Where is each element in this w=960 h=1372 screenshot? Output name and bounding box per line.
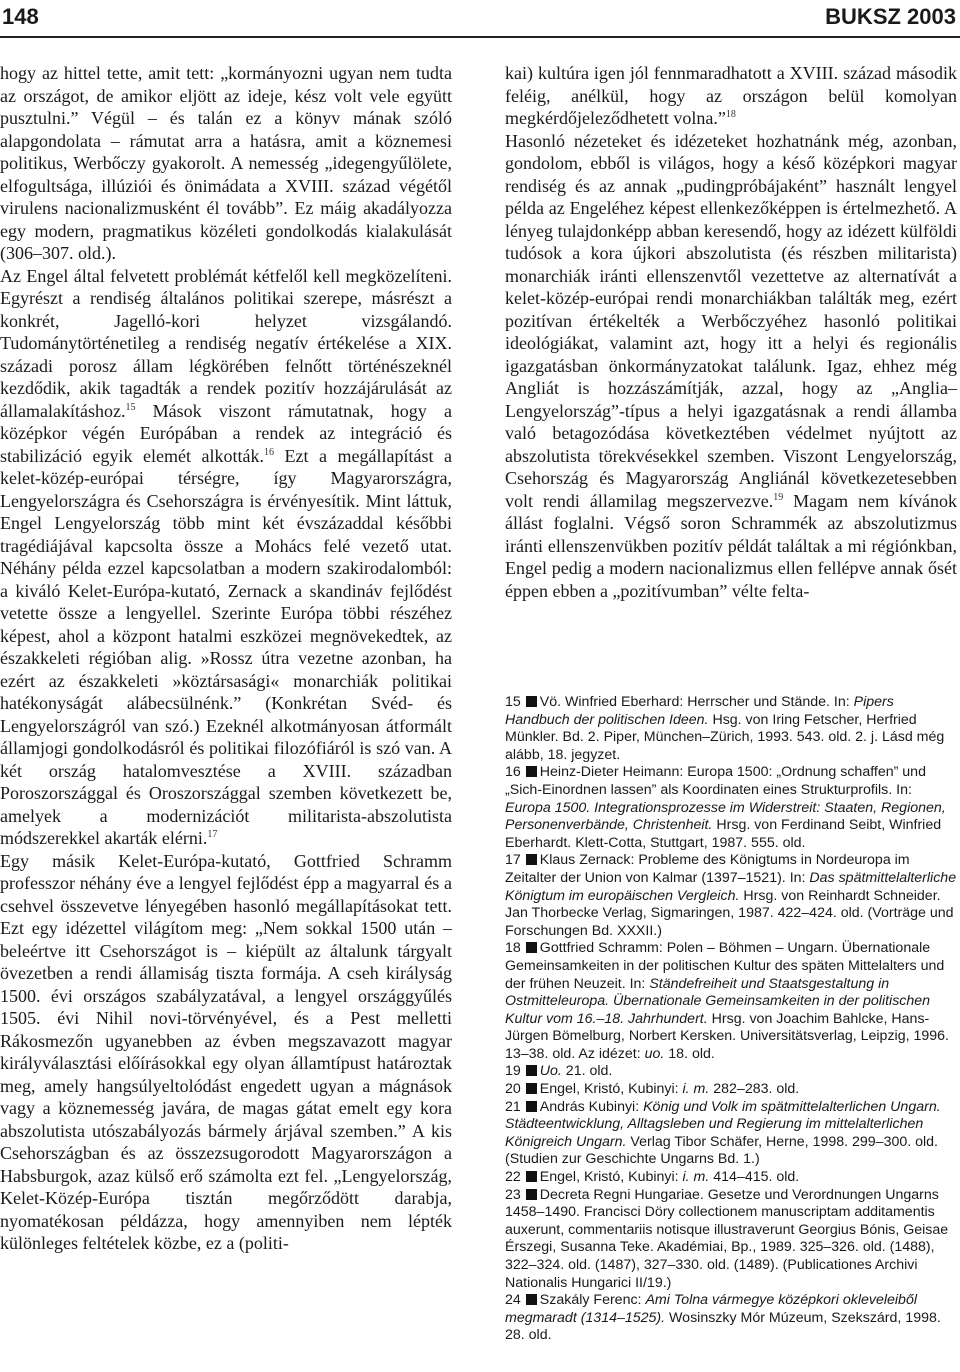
footnote-ref: 15: [125, 401, 136, 413]
square-bullet-icon: [526, 1171, 537, 1182]
footnote-number: 21: [505, 1098, 521, 1115]
text-run: Egy másik Kelet-Európa-kutató, Gottfried Schramm professzor néhány éve a lengyel fejlődést épp a magyarral és a csehvel összevetve lényegében hasonló megállapításokat tett. Ezt egy idézettel világítom meg: „Nem sokkal 1500 után – beleértve itt Csehországot is – kiépült az általunk tárgyalt övezetben a rendi államiság tiszta formája. A cseh királyság 1500. évi országos szabályzatával, a lengyel országgyűlés 1505. évi Nihil novi-törvényével, és a Pest melletti Rákosmezőn ugyanebben az évben megszavazott magyar királyválasztási előírásokkal egy olyan államtípust határoztak meg, amely hangsúlyeltolódást engedett ugyan a mágnások vagy a köznemesség javára, de magas gátat emelt egy kora abszolutista utószabályozás bármely árjával szemben.” A kis Csehországban és az összezsugorodott Magyarországon a Habsburgok, azaz külső erő számolta ezt fel. „Lengyelország, Kelet-Közép-Európa tisztán megőrződött darabja, nyomatékosan példázza, hogy amennyiben nem lépték különleges feltételek közbe, ez a (politi-: [0, 850, 452, 1253]
footnote-number: 16: [505, 764, 521, 781]
footnote-number: 23: [505, 1186, 521, 1203]
footnote-number: 19: [505, 1063, 521, 1080]
text-run: 21. old.: [561, 1063, 613, 1080]
italic-title: i. m.: [682, 1081, 710, 1098]
right-text-column: [505, 62, 957, 602]
italic-title: Europa 1500. Integrationsprozesse im Widerstreit: Staaten, Regionen, Personenverbände, Christenheit.: [505, 799, 946, 834]
footnote-ref: 18: [725, 109, 736, 120]
footnote: [505, 1169, 957, 1187]
footnote-ref: 16: [263, 446, 274, 458]
square-bullet-icon: [526, 1294, 537, 1305]
footnote: [505, 1292, 957, 1345]
italic-title: Das spätmittelalterliche Königtum im europäischen Vergleich.: [505, 869, 957, 904]
italic-title: Ami Tolna vármegye középkori okleveleiből megmaradt (1314–1525).: [505, 1292, 917, 1326]
text-run: Az Engel által felvetett problémát kétfelől kell megközelíteni. Egyrészt a rendiség általános politikai szerepe, másrészt a konkrét, Jagelló-kori helyzet vizsgálandó. Tudománytörténetileg a rendiség negatív értékelése a XIX. századi porosz állam légkörében felnőtt történészeknél kezdődik, akik tagadták a rendek pozitív hozzájárulását az államalakításhoz.: [0, 265, 452, 421]
footnote: [505, 940, 957, 1063]
text-run: Decreta Regni Hungariae. Gesetze und Verordnungen Ungarns 1458–1490. Francisci Döry collectionem manuscriptam additamentis auxerunt, commentariis notisque illustraverunt Georgius Bónis, Geisae Érszegi, Susanna Teke. Akadémiai, Bp., 1989. 325–326. old. (1488), 322–324. old. (1487), 327–330. old. (1489). (Publicationes Archivi Nationalis Hungarici II/19.): [505, 1186, 949, 1291]
square-bullet-icon: [526, 1189, 537, 1200]
footnote-number: 24: [505, 1292, 521, 1309]
text-run: Wosinszky Mór Múzeum, Szekszárd, 1998. 28. old.: [505, 1309, 941, 1344]
square-bullet-icon: [526, 854, 537, 865]
text-run: Engel, Kristó, Kubinyi:: [539, 1169, 683, 1186]
running-header: [0, 0, 960, 36]
text-run: Verlag Tibor Schäfer, Herne, 1998. 299–300. old. (Studien zur Geschichte Ungarns Bd. 1.): [505, 1133, 939, 1168]
footnote: [505, 764, 957, 852]
footnote: [505, 852, 957, 940]
left-text-column: [0, 62, 452, 1255]
text-run: hogy az hittel tette, amit tett: „kormányozni ugyan nem tudta az országot, de amikor eljött az ideje, kész volt vele együtt pusztulni.” Végül – és talán ez a könyv mának szóló alapgondolata – rámutat arra a hatásra, amit a köznemesi politikus, Werbőczy gyakorolt. A nemesség „idegengyűlölete, elfogultsága, illúziói és önimádata a XVIII. század végétől virulens nacionalizmusként él tovább”. Ez máig akadályozza egy modern, pragmatikus közéleti gondolkodás kialakulását (306–307. old.).: [0, 63, 452, 263]
italic-title: Uo.: [539, 1063, 562, 1080]
italic-title: Pipers Handbuch der politischen Ideen.: [505, 694, 894, 728]
page-number: 148: [2, 4, 39, 29]
footnote: [505, 1187, 957, 1293]
text-run: Mások viszont rámutatnak, hogy a középkor végén Európában a rendek az integráció és stabilizáció egyik elemét alkották.: [0, 400, 452, 466]
text-run: András Kubinyi:: [539, 1098, 644, 1115]
italic-title: i. m.: [682, 1169, 710, 1186]
text-run: Hrsg. von Ferdinand Seibt, Winfried Eberhardt. Klett-Cotta, Stuttgart, 1987. 555. old.: [505, 817, 942, 851]
text-run: Hasonló nézeteket és idézeteket hozhatnánk még, azonban, gondolom, ebből is világos, hogy a késő középkori magyar rendiség és az annak „pudingpróbájaként” használt lengyel példa az Engeléhez képest ellenkezőképpen is értelmezhető. A lényeg tulajdonképp abban keresendő, hogy az idézett külföldi tudósok a kora újkori abszolutista (és részben militarista) monarchiák iránti ellenszenvtől vezettetve az alternatívát a kelet-közép-európai rendi monarchiákban találták meg, ezért pozitívan értékelték a Werbőczyéhez hasonló politikai ideológiákat, valamint azt, hogy itt a helyi és regionális igazgatásban önkormányzatokat találunk. Igaz, ehhez még Angliát is hozzászámítják, azzal, hogy az „Anglia–Lengyelország”-típus a helyi igazgatásnak a rendi államba való betagozódása következtében védelmet nyújtott az abszolutista törekvésekkel szemben. Viszont Lengyelország, Csehország és Magyarország Angliánál következetesebben volt rendi államilag megszervezve.: [505, 130, 957, 511]
text-run: Vö. Winfried Eberhard: Herrscher und Stände. In:: [539, 694, 854, 710]
text-run: Heinz-Dieter Heimann: Europa 1500: „Ordnung schaffen” und „Sich-Einordnen lassen” als Koordinaten eines Strukturprofils. In:: [505, 764, 926, 798]
footnote-ref: 17: [207, 829, 218, 840]
footnote: [505, 1081, 957, 1099]
text-run: Hrsg. von Reinhardt Schneider. Jan Thorbecke Verlag, Sigmaringen, 1987. 422–424. old. (Vorträge und Forschungen Bd. XXXII.): [505, 887, 954, 939]
footnote: [505, 1099, 957, 1169]
text-run: kai) kultúra igen jól fennmaradhatott a XVIII. század második feléig, anélkül, hogy az országon belül komolyan megkérdőjeleződhetett volna.”: [505, 63, 957, 128]
footnote-number: 22: [505, 1169, 521, 1186]
text-run: Szakály Ferenc:: [539, 1292, 646, 1309]
footnote-number: 20: [505, 1081, 521, 1098]
italic-title: uo.: [644, 1045, 665, 1062]
text-run: Gottfried Schramm: Polen – Böhmen – Ungarn. Übernationale Gemeinsamkeiten in der politischen Kultur des späten Mittelalters und der frühen Neuzeit. In:: [505, 940, 945, 992]
footnote: [505, 694, 957, 764]
text-run: Hsg. von Iring Fetscher, Herfried Münkler. Bd. 2. Piper, München–Zürich, 1993. 543. old. 2. j. Lásd még alább, 18. jegyzet.: [505, 711, 945, 763]
footnotes: [505, 694, 957, 1345]
text-run: 282–283. old.: [709, 1081, 800, 1098]
footnote: [505, 1063, 957, 1081]
header-rule: [0, 36, 960, 38]
text-run: 18. old.: [664, 1045, 715, 1062]
paragraph: [505, 62, 957, 130]
footnote-number: 17: [505, 852, 521, 869]
paragraph: [0, 265, 452, 850]
italic-title: König und Volk im spätmittelalterlichen Ungarn. Städteentwicklung, Alltagsleben und Regierung im mittelalterlichen Königreich Ungarn.: [505, 1098, 941, 1150]
paragraph: [0, 62, 452, 265]
paragraph: [505, 130, 957, 603]
text-run: Klaus Zernack: Probleme des Königtums in Nordeuropa im Zeitalter der Union von Kalmar (1397–1521). In:: [505, 852, 910, 886]
text-run: Ezt a megállapítást a kelet-közép-európai térségre, így Magyarországra, Lengyelországra és Csehországra is érvényesítik. Mint láttuk, Engel Lengyelország több mint két évszázaddal későbbi tragédiájával kapcsolta össze a Mohács felé vezető utat. Néhány példa ezzel kapcsolatban a modern szakirodalomból: a kiváló Kelet-Európa-kutató, Zernack a skandináv fejlődést vetette össze a lengyellel. Szerinte Európa többi részéhez képest, ahol a központ hatalmi eszközei megnövekedtek, az északkeleti régióban alig. »Rossz útra vezetne azonban, ha ezért az északkeleti »köztársasági« monarchiák politikai hatékonyságát alábecsülnénk.” (Konkrétan Svéd- és Lengyelországról van szó.) Ezeknél alkotmányosan átformált államjogi gondolkodásról és politikai filozófiáról is szó van. A két ország hatalomvesztése a XVIII. században Poroszországgal és Oroszországgal szemben következett be, amelyek a modernizációt militarista-abszolutista módszerekkel akarták elérni.: [0, 445, 452, 848]
text-run: 414–415. old.: [709, 1169, 800, 1186]
paragraph: [0, 850, 452, 1255]
footnote-number: 15: [505, 694, 521, 710]
text-run: Hrsg. von Joachim Bahlcke, Hans-Jürgen Bömelburg, Norbert Kersken. Universitätsverlag, Leipzig, 1996. 13–38. old. Az idézet:: [505, 1010, 949, 1062]
square-bullet-icon: [526, 696, 537, 707]
text-run: Engel, Kristó, Kubinyi:: [539, 1081, 683, 1098]
square-bullet-icon: [526, 1065, 537, 1076]
italic-title: Ständefreiheit und Staatsgestaltung in Ostmitteleuropa. Übernationale Gemeinsamkeiten in der politischen Kultur vom 16.–18. Jahrhundert.: [505, 975, 931, 1027]
square-bullet-icon: [526, 942, 537, 953]
footnote-number: 18: [505, 940, 521, 957]
text-run: Magam nem kívánok állást foglalni. Végső soron Schrammék az abszolutizmus iránti ellenszenvükben pozitív példát találtak a mi régiónkban, Engel pedig a modern nacionalizmus ellen fellépve annak ősét éppen ebben a „pozitívumban” vélte felta-: [505, 490, 957, 601]
square-bullet-icon: [526, 1083, 537, 1094]
square-bullet-icon: [526, 1101, 537, 1112]
square-bullet-icon: [526, 766, 537, 777]
journal-title: BUKSZ 2003: [825, 4, 956, 29]
footnote-ref: 19: [773, 491, 784, 503]
